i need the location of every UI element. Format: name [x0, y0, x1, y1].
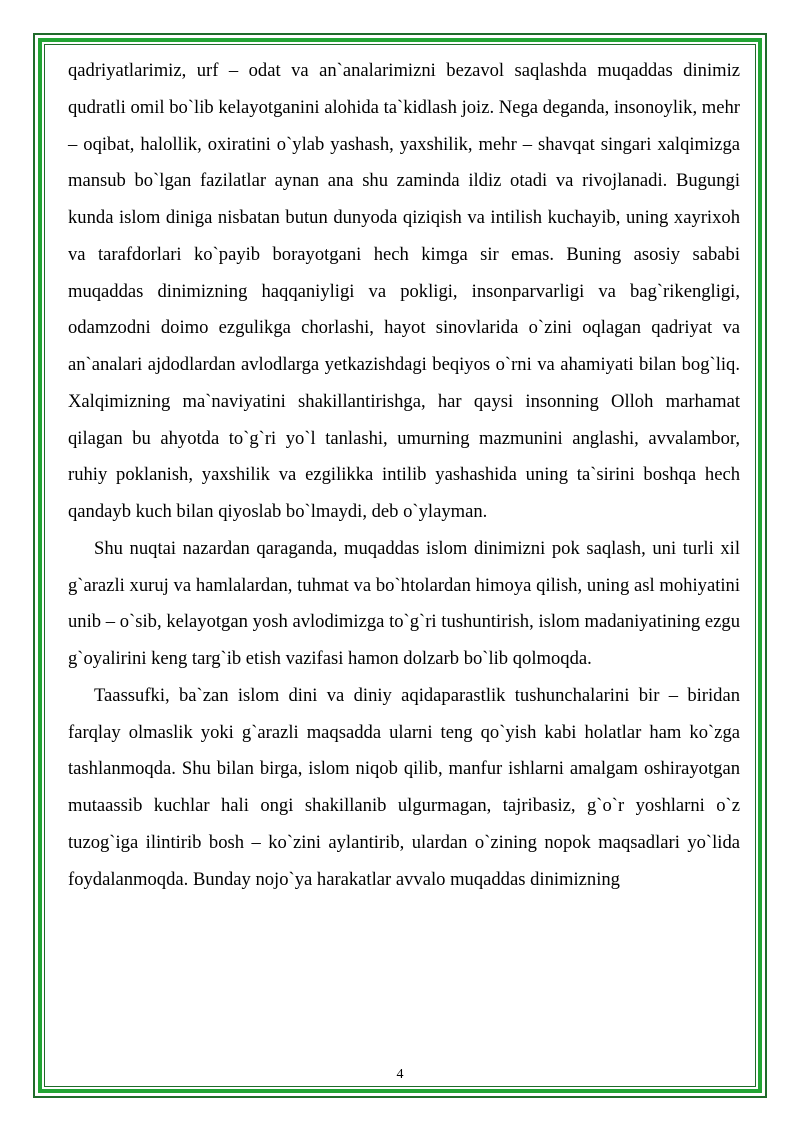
paragraph-3: Taassufki, ba`zan islom dini va diniy aqidaparastlik tushunchalarini bir – biridan farqlay olmaslik yoki g`arazli maqsadda ularni teng qo`yish kabi holatlar ham ko`zga tashlanmoqda. Shu bilan birga, islom niqob qilib, manfur ishlarni amalgam oshirayotgan mutaassib kuchlar hali ongi shakillanib ulgurmagan, tajribasiz, g`o`r yoshlarni o`z tuzog`iga ilintirib bosh – ko`zini aylantirib, ulardan o`zining nopok maqsadlari yo`lida foydalanmoqda. Bunday nojo`ya harakatlar avvalo muqaddas dinimizning [68, 684, 740, 890]
paragraph-2: Shu nuqtai nazardan qaraganda, muqaddas islom dinimizni pok saqlash, uni turli xil g`arazli xuruj va hamlalardan, tuhmat va bo`htolardan himoya qilish, uning asl mohiyatini unib – o`sib, kelayotgan yosh avlodimizga to`g`ri tushuntirish, islom madaniyatining ezgu g`oyalirini keng targ`ib etish vazifasi hamon dolzarb bo`lib qolmoqda. [68, 537, 740, 669]
page-number: 4 [396, 1067, 404, 1082]
document-body [68, 53, 740, 898]
paragraph-1: qadriyatlarimiz, urf – odat va an`analarimizni bezavol saqlashda muqaddas dinimiz qudratli omil bo`lib kelayotganini alohida ta`kidlash joiz. Nega deganda, insonoylik, mehr – oqibat, halollik, oxiratini o`ylab yashash, yaxshilik, mehr – shavqat singari xalqimizga mansub bo`lgan fazilatlar aynan ana shu zaminda ildiz otadi va rivojlanadi. Bugungi kunda islom diniga nisbatan butun dunyoda qiziqish va intilish kuchayib, uning xayrixoh va tarafdorlari ko`payib borayotgani hech kimga sir emas. Buning asosiy sababi muqaddas dinimizning haqqaniyligi va pokligi, insonparvarligi va bag`rikengligi, odamzodni doimo ezgulikga chorlashi, hayot sinovlarida o`zini oqlagan qadriyat va an`analari ajdodlardan avlodlarga yetkazishdagi beqiyos o`rni va ahamiyati bilan bog`liq. Xalqimizning ma`naviyatini shakillantirishga, har qaysi insonning Olloh marhamat qilagan bu ahyotda to`g`ri yo`l tanlashi, umurning mazmunini anglashi, avvalambor, ruhiy poklanish, yaxshilik va ezgilikka intilib yashashida uning ta`sirini boshqa hech qandayb kuch bilan qiyoslab bo`lmaydi, deb o`ylayman. [68, 60, 740, 522]
